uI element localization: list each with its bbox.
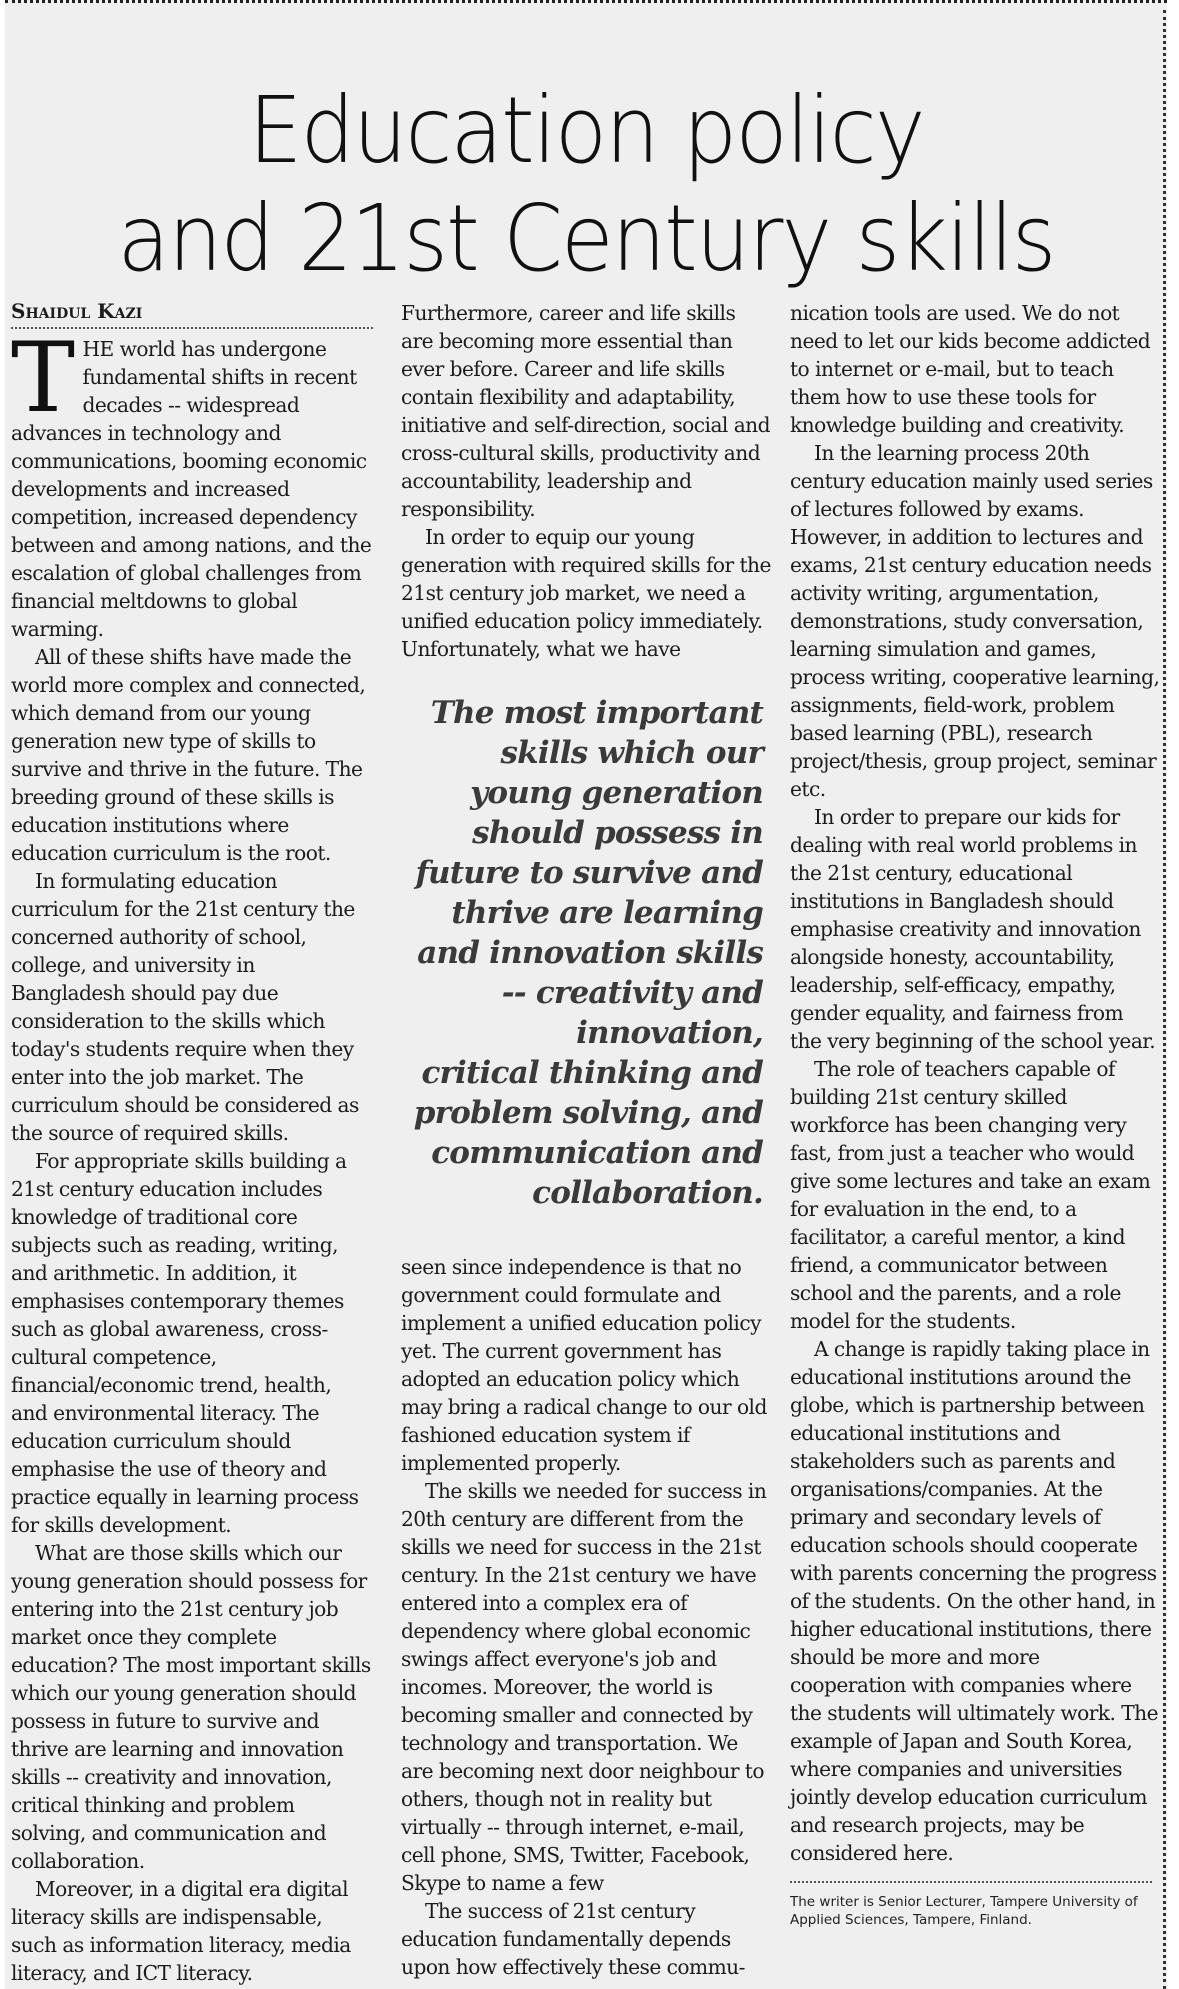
paragraph: All of these shifts have made the world more complex and connected, which demand from our young generation new type of skills to survive and thrive in the future. The breeding ground of these skills is education institutions where education curriculum is the root. [11, 645, 366, 865]
paragraph: Furthermore, career and life skills are becoming more essential than ever before. Career and life skills contain flexibility and adaptability, initiative and self-direction, social and cross-cultural skills, productivity and accountability, leadership and responsibility. [401, 301, 771, 521]
paragraph: Moreover, in a digital era digital literacy skills are indispensable, such as information literacy, media literacy, and ICT literacy. [11, 1877, 351, 1985]
paragraph: The success of 21st century education fundamentally depends upon how effectively these commu- [401, 1899, 745, 1979]
pull-quote-line: and innovation skills [417, 935, 763, 971]
column-3 [790, 299, 1160, 1929]
pull-quote-line: future to survive and [415, 855, 763, 891]
newspaper-clipping [5, 0, 1167, 1989]
pull-quote-line: innovation, [576, 1015, 763, 1051]
paragraph: In order to equip our young generation with required skills for the 21st century job market, we need a unified education policy immediately. Unfortunately, what we have [401, 525, 771, 661]
dotted-divider [790, 1881, 1152, 1883]
pull-quote-line: thrive are learning [451, 895, 763, 931]
pull-quote-line: skills which our [500, 735, 763, 771]
pull-quote-line: problem solving, and [413, 1095, 763, 1131]
paragraph: In formulating education curriculum for the 21st century the concerned authority of school, college, and university in Bangladesh should pay due consideration to the skills which today's students require when they enter into the job market. The curriculum should be considered as the source of required skills. [11, 869, 359, 1145]
paragraph-intro [11, 322, 373, 643]
paragraph: For appropriate skills building a 21st century education includes knowledge of traditional core subjects such as reading, writing, and arithmetic. In addition, it emphasises contemporary themes such as global awareness, cross-cultural competence, financial/economic trend, health, and environmental literacy. The education curriculum should emphasise the use of theory and practice equally in learning process for skills development. [11, 1149, 359, 1537]
pull-quote-line: young generation [470, 775, 763, 811]
pull-quote-line: The most important [430, 695, 763, 731]
paragraph: In the learning process 20th century education mainly used series of lectures followed by exams. However, in addition to lectures and exams, 21st century education needs activity writing, argumentation, demonstrations, study conversation, learning simulation and games, process writing, cooperative learning, assignments, field-work, problem based learning (PBL), research project/thesis, group project, seminar etc. [790, 441, 1160, 801]
paragraph: The role of teachers capable of building 21st century skilled workforce has been changing very fast, from just a teacher who would give some lectures and take an exam for evaluation in the end, to a facilitator, a careful mentor, a kind friend, a communicator between school and the parents, and a role model for the students. [790, 1057, 1151, 1333]
pull-quote-line: collaboration. [532, 1175, 763, 1211]
paragraph: What are those skills which our young generation should possess for entering into the 21st century job market once they complete education? The most important skills which our young generation should possess in future to survive and thrive are learning and innovation skills -- creativity and innovation, critical thinking and problem solving, and communication and collaboration. [11, 1541, 371, 1873]
column-1 [11, 299, 373, 1987]
writer-note: The writer is Senior Lecturer, Tampere University of Applied Sciences, Tampere, Finland. [790, 1894, 1138, 1928]
paragraph: seen since independence is that no government could formulate and implement a unified education policy yet. The current government has adopted an education policy which may bring a radical change to our old fashioned education system if implemented properly. [401, 1255, 767, 1475]
paragraph: In order to prepare our kids for dealing with real world problems in the 21st century, educational institutions in Bangladesh should emphasise creativity and innovation alongside honesty, accountability, leadership, self-efficacy, empathy, gender equality, and fairness from the very beginning of the school year. [790, 805, 1156, 1053]
paragraph: nication tools are used. We do not need to let our kids become addicted to internet or e-mail, but to teach them how to use these tools for knowledge building and creativity. [790, 301, 1151, 437]
pull-quote-line: should possess in [472, 815, 763, 851]
pull-quote-line: critical thinking and [421, 1055, 763, 1091]
paragraph: The skills we needed for success in 20th century are different from the skills we need for success in the 21st century. In the 21st century we have entered into a complex era of dependency where global economic swings affect everyone's job and incomes. Moreover, the world is becoming smaller and connected by technology and transportation. We are becoming next door neighbour to others, though not in reality but virtually -- through internet, e-mail, cell phone, SMS, Twitter, Facebook, Skype to name a few [401, 1479, 767, 1895]
headline [46, 77, 1127, 293]
column-2 [401, 299, 773, 1981]
headline-line-2: and 21st Century skills [117, 184, 1055, 292]
headline-line-1: Education policy [248, 76, 924, 184]
intro-text: HE world has undergone fundamental shifts in recent decades -- widespread advances in technology and communications, booming economic developments and increased competition, increased dependency between and among nations, and the escalation of global challenges from financial meltdowns to global warming. [11, 337, 372, 641]
dotted-column-rule [1163, 10, 1166, 1989]
byline: Shaidul Kazi [11, 299, 373, 329]
paragraph: A change is rapidly taking place in educational institutions around the globe, which is partnership between educational institutions and stakeholders such as parents and organisations/companies. At the primary and secondary levels of education schools should cooperate with parents concerning the progress of the students. On the other hand, in higher educational institutions, there should be more and more cooperation with companies where the students will ultimately work. The example of Japan and South Korea, where companies and universities jointly develop education curriculum and research projects, may be considered here. [790, 1337, 1158, 1865]
pull-quote-line: communication and [431, 1135, 763, 1171]
pull-quote-line: -- creativity and [501, 975, 763, 1011]
dropcap-letter: T [11, 322, 75, 434]
pull-quote [401, 693, 773, 1213]
